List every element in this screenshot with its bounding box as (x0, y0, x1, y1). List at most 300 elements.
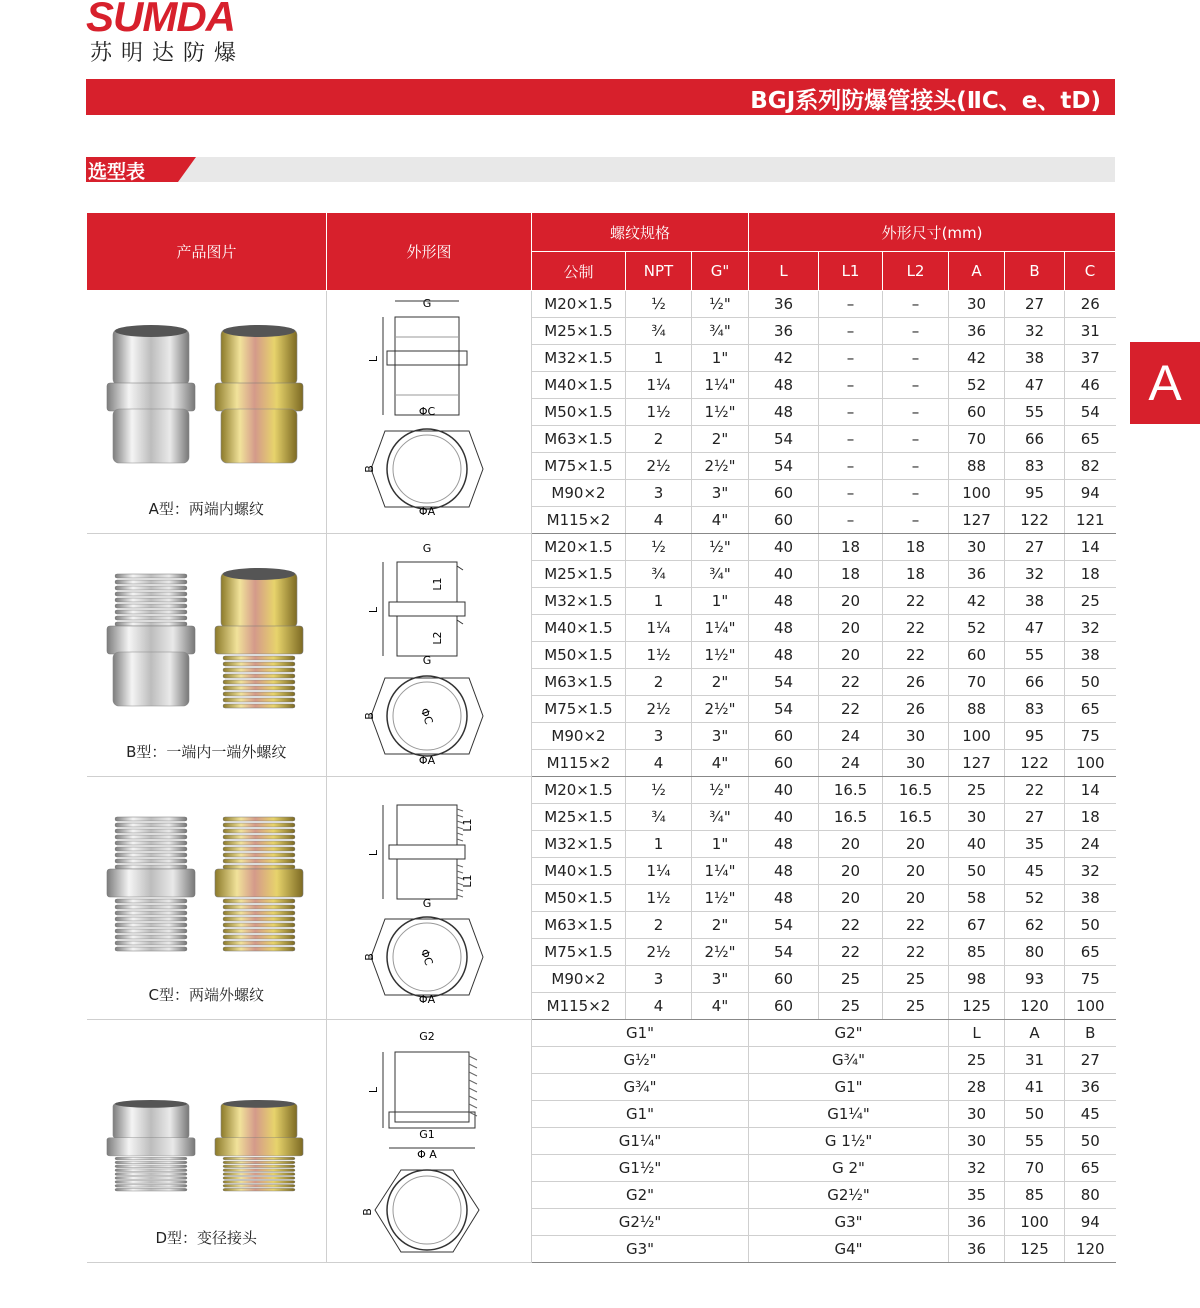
cell-L1: 22 (819, 912, 883, 939)
cell-C: 26 (1065, 291, 1116, 318)
cell-g: 1½" (692, 399, 749, 426)
svg-text:G: G (422, 542, 432, 555)
cell-L2: 16.5 (883, 804, 949, 831)
cell-npt: 1½ (626, 399, 692, 426)
cell-L: 60 (749, 507, 819, 534)
cell-g2: G 2" (749, 1155, 949, 1182)
cell-A: 30 (949, 534, 1005, 561)
cell-A: 85 (1005, 1182, 1065, 1209)
cell-metric: M115×2 (532, 993, 626, 1020)
section-tab (86, 157, 196, 182)
cell-g: 1¼" (692, 615, 749, 642)
cell-npt: 1½ (626, 642, 692, 669)
cell-metric: M63×1.5 (532, 669, 626, 696)
cell-L: 25 (949, 1047, 1005, 1074)
cell-B: 83 (1005, 453, 1065, 480)
cell-A: 125 (1005, 1236, 1065, 1263)
cell-B: 65 (1065, 1155, 1116, 1182)
cell-metric: M25×1.5 (532, 561, 626, 588)
cell-g2: G1¼" (749, 1101, 949, 1128)
cell-L: 36 (749, 291, 819, 318)
outline-drawing-cell (327, 534, 532, 777)
cell-C: 31 (1065, 318, 1116, 345)
selection-table (86, 212, 1116, 1263)
cell-npt: ½ (626, 534, 692, 561)
cell-L2: 18 (883, 561, 949, 588)
product-image-cell (87, 291, 327, 534)
cell-npt: 1 (626, 588, 692, 615)
cell-B: 94 (1065, 1209, 1116, 1236)
cell-L2: 30 (883, 750, 949, 777)
cell-g2: G¾" (749, 1047, 949, 1074)
cell-npt: 3 (626, 480, 692, 507)
cell-L1: 22 (819, 939, 883, 966)
cell-L2: 25 (883, 966, 949, 993)
cell-g: 1" (692, 831, 749, 858)
logo-cn-name: 苏明达防爆 (90, 41, 246, 66)
cell-npt: 1¼ (626, 615, 692, 642)
cell-g: 4" (692, 993, 749, 1020)
cell-A: 36 (949, 561, 1005, 588)
side-index-tab: A (1130, 342, 1200, 424)
header-A: A (949, 252, 1005, 291)
cell-B: 66 (1005, 669, 1065, 696)
cell-metric: M75×1.5 (532, 939, 626, 966)
cell-g: 2½" (692, 696, 749, 723)
cell-B: 22 (1005, 777, 1065, 804)
svg-text:ΦC: ΦC (418, 405, 436, 418)
cell-g: 3" (692, 723, 749, 750)
cell-L2: 22 (883, 642, 949, 669)
cell-metric: M115×2 (532, 750, 626, 777)
cell-L1: – (819, 507, 883, 534)
cell-L1: 20 (819, 858, 883, 885)
cell-L: 60 (749, 966, 819, 993)
cell-L2: 18 (883, 534, 949, 561)
cell-B: 122 (1005, 507, 1065, 534)
product-image-cell (87, 1020, 327, 1263)
type-caption: C型：两端外螺纹 (148, 986, 264, 1004)
cell-L1: – (819, 453, 883, 480)
cell-L1: 22 (819, 696, 883, 723)
cell-B: 32 (1005, 561, 1065, 588)
cell-L2: 20 (883, 831, 949, 858)
cell-L: 30 (949, 1101, 1005, 1128)
cell-npt: 2 (626, 426, 692, 453)
cell-A: 67 (949, 912, 1005, 939)
cell-L: 54 (749, 426, 819, 453)
cell-B: 32 (1005, 318, 1065, 345)
cell-B: 47 (1005, 372, 1065, 399)
cell-A: 50 (1005, 1101, 1065, 1128)
cell-C: 54 (1065, 399, 1116, 426)
cell-L: 48 (749, 588, 819, 615)
cell-L1: 16.5 (819, 777, 883, 804)
header-B: B (1005, 252, 1065, 291)
header-npt: NPT (626, 252, 692, 291)
cell-A: A (1005, 1020, 1065, 1047)
cell-L: 60 (749, 480, 819, 507)
cell-g1: G¾" (532, 1074, 749, 1101)
cell-g: 1½" (692, 885, 749, 912)
cell-L2: – (883, 453, 949, 480)
cell-A: 100 (949, 480, 1005, 507)
cell-C: 24 (1065, 831, 1116, 858)
cell-L2: 20 (883, 858, 949, 885)
header-L2: L2 (883, 252, 949, 291)
cell-B: 95 (1005, 723, 1065, 750)
outline-drawing-cell (327, 777, 532, 1020)
svg-text:G: G (422, 654, 432, 667)
cell-C: 37 (1065, 345, 1116, 372)
cell-C: 65 (1065, 939, 1116, 966)
svg-text:L: L (367, 355, 380, 363)
cell-L: 48 (749, 615, 819, 642)
cell-C: 94 (1065, 480, 1116, 507)
cell-A: 30 (949, 804, 1005, 831)
outline-drawing-cell (327, 291, 532, 534)
cell-g: ¾" (692, 561, 749, 588)
cell-metric: M40×1.5 (532, 615, 626, 642)
outline-drawing-icon (363, 783, 497, 1019)
cell-npt: ¾ (626, 804, 692, 831)
outline-drawing-icon (363, 297, 497, 533)
cell-L1: 25 (819, 966, 883, 993)
cell-A: 88 (949, 453, 1005, 480)
cell-metric: M20×1.5 (532, 777, 626, 804)
type-caption: B型：一端内一端外螺纹 (126, 743, 287, 761)
cell-g: 1¼" (692, 858, 749, 885)
svg-text:L: L (367, 849, 380, 857)
svg-text:B: B (363, 712, 376, 720)
cell-L1: 20 (819, 642, 883, 669)
cell-A: 60 (949, 642, 1005, 669)
cell-B: 93 (1005, 966, 1065, 993)
cell-L2: – (883, 399, 949, 426)
table-row (87, 777, 1116, 804)
svg-text:G1: G1 (419, 1128, 435, 1141)
product-photo-icon (103, 325, 315, 475)
cell-g: 1" (692, 345, 749, 372)
cell-metric: M63×1.5 (532, 426, 626, 453)
cell-B: 38 (1005, 588, 1065, 615)
cell-g: ¾" (692, 804, 749, 831)
svg-text:ΦA: ΦA (418, 993, 436, 1006)
section-title: 选型表 (88, 161, 146, 183)
cell-L: 48 (749, 831, 819, 858)
cell-B: 35 (1005, 831, 1065, 858)
cell-npt: 4 (626, 750, 692, 777)
table-row (87, 291, 1116, 318)
svg-text:L1: L1 (431, 577, 444, 591)
cell-metric: M90×2 (532, 480, 626, 507)
cell-L1: 24 (819, 723, 883, 750)
product-image-cell (87, 534, 327, 777)
product-photo-icon (103, 568, 315, 718)
svg-text:B: B (363, 465, 376, 473)
cell-L2: 30 (883, 723, 949, 750)
cell-L1: – (819, 318, 883, 345)
cell-metric: M32×1.5 (532, 831, 626, 858)
cell-B: 120 (1005, 993, 1065, 1020)
header-g: G" (692, 252, 749, 291)
cell-C: 14 (1065, 534, 1116, 561)
svg-text:G: G (422, 897, 432, 910)
header-outline: 外形图 (327, 213, 532, 291)
cell-L1: – (819, 426, 883, 453)
cell-B: 27 (1005, 804, 1065, 831)
cell-L: 60 (749, 723, 819, 750)
cell-B: 36 (1065, 1074, 1116, 1101)
header-C: C (1065, 252, 1116, 291)
cell-B: 120 (1065, 1236, 1116, 1263)
cell-g: 1¼" (692, 372, 749, 399)
cell-L: 54 (749, 453, 819, 480)
header-L: L (749, 252, 819, 291)
cell-L: 54 (749, 669, 819, 696)
svg-text:Φ A: Φ A (417, 1148, 437, 1161)
cell-A: 85 (949, 939, 1005, 966)
cell-L: 40 (749, 804, 819, 831)
cell-g: 2" (692, 426, 749, 453)
cell-A: 55 (1005, 1128, 1065, 1155)
cell-g1: G1" (532, 1101, 749, 1128)
cell-L: 28 (949, 1074, 1005, 1101)
cell-metric: M90×2 (532, 966, 626, 993)
svg-text:ΦA: ΦA (418, 505, 436, 518)
cell-npt: 1¼ (626, 372, 692, 399)
cell-A: 31 (1005, 1047, 1065, 1074)
cell-C: 46 (1065, 372, 1116, 399)
cell-C: 18 (1065, 561, 1116, 588)
type-caption: A型：两端内螺纹 (148, 500, 264, 518)
cell-L: 48 (749, 858, 819, 885)
cell-L2: – (883, 345, 949, 372)
cell-A: 127 (949, 750, 1005, 777)
cell-g: ¾" (692, 318, 749, 345)
svg-text:ΦC: ΦC (417, 947, 436, 968)
cell-L: 36 (749, 318, 819, 345)
cell-g: 2½" (692, 939, 749, 966)
svg-text:L: L (367, 1086, 380, 1094)
cell-g: 4" (692, 750, 749, 777)
cell-A: 100 (1005, 1209, 1065, 1236)
cell-L: 40 (749, 777, 819, 804)
cell-B: 52 (1005, 885, 1065, 912)
cell-npt: 4 (626, 993, 692, 1020)
svg-text:L: L (367, 606, 380, 614)
cell-metric: M20×1.5 (532, 534, 626, 561)
product-image-cell (87, 777, 327, 1020)
cell-L1: 24 (819, 750, 883, 777)
cell-A: 40 (949, 831, 1005, 858)
cell-C: 75 (1065, 723, 1116, 750)
cell-g2: G2½" (749, 1182, 949, 1209)
cell-L1: – (819, 399, 883, 426)
cell-A: 60 (949, 399, 1005, 426)
cell-B: 38 (1005, 345, 1065, 372)
cell-g: 2½" (692, 453, 749, 480)
table-row (87, 534, 1116, 561)
cell-L1: 25 (819, 993, 883, 1020)
cell-g: 4" (692, 507, 749, 534)
cell-L2: 22 (883, 615, 949, 642)
cell-L1: 22 (819, 669, 883, 696)
cell-A: 52 (949, 615, 1005, 642)
cell-L2: 25 (883, 993, 949, 1020)
section-band (86, 157, 1115, 182)
cell-C: 100 (1065, 993, 1116, 1020)
cell-L1: – (819, 345, 883, 372)
cell-A: 70 (1005, 1155, 1065, 1182)
brand-logo (86, 0, 245, 67)
svg-text:L2: L2 (431, 631, 444, 645)
outline-drawing (363, 540, 497, 780)
cell-g2: G 1½" (749, 1128, 949, 1155)
cell-g1: G1¼" (532, 1128, 749, 1155)
cell-L: 36 (949, 1236, 1005, 1263)
cell-metric: M115×2 (532, 507, 626, 534)
cell-L2: 22 (883, 588, 949, 615)
cell-L: 48 (749, 372, 819, 399)
cell-metric: M20×1.5 (532, 291, 626, 318)
cell-metric: M32×1.5 (532, 345, 626, 372)
cell-g1: G1½" (532, 1155, 749, 1182)
cell-L: 32 (949, 1155, 1005, 1182)
header-thread-spec: 螺纹规格 (532, 213, 749, 252)
cell-L1: 18 (819, 561, 883, 588)
cell-g2: G3" (749, 1209, 949, 1236)
cell-g: 1½" (692, 642, 749, 669)
cell-C: 32 (1065, 858, 1116, 885)
cell-A: 127 (949, 507, 1005, 534)
outline-drawing (363, 783, 497, 1023)
table-row (87, 1020, 1116, 1047)
cell-L2: – (883, 480, 949, 507)
cell-npt: 1 (626, 831, 692, 858)
cell-L2: – (883, 372, 949, 399)
page-title: BGJ系列防爆管接头(ⅡC、e、tD) (750, 88, 1101, 114)
cell-B: 55 (1005, 642, 1065, 669)
product-photos (103, 811, 315, 965)
cell-A: 100 (949, 723, 1005, 750)
cell-C: 65 (1065, 696, 1116, 723)
cell-g1: G1" (532, 1020, 749, 1047)
cell-C: 65 (1065, 426, 1116, 453)
cell-B: 50 (1065, 1128, 1116, 1155)
cell-B: 62 (1005, 912, 1065, 939)
cell-B: 122 (1005, 750, 1065, 777)
svg-text:G2: G2 (419, 1030, 435, 1043)
cell-npt: ¾ (626, 318, 692, 345)
svg-text:B: B (361, 1208, 374, 1216)
cell-g: 2" (692, 912, 749, 939)
cell-C: 32 (1065, 615, 1116, 642)
cell-L1: 16.5 (819, 804, 883, 831)
cell-metric: M63×1.5 (532, 912, 626, 939)
cell-L: 54 (749, 939, 819, 966)
cell-L2: – (883, 426, 949, 453)
svg-text:G: G (422, 297, 432, 310)
svg-text:ΦA: ΦA (418, 754, 436, 767)
cell-g: 2" (692, 669, 749, 696)
cell-npt: 1 (626, 345, 692, 372)
cell-g2: G2" (749, 1020, 949, 1047)
cell-L2: 26 (883, 669, 949, 696)
cell-L: 60 (749, 993, 819, 1020)
cell-A: 70 (949, 426, 1005, 453)
cell-L1: – (819, 372, 883, 399)
outline-drawing-icon (363, 540, 497, 776)
cell-g: ½" (692, 291, 749, 318)
cell-metric: M40×1.5 (532, 858, 626, 885)
outline-drawing (361, 1026, 497, 1266)
header-product-image: 产品图片 (87, 213, 327, 291)
cell-npt: 2 (626, 669, 692, 696)
cell-npt: 1¼ (626, 858, 692, 885)
cell-C: 50 (1065, 912, 1116, 939)
cell-g: ½" (692, 777, 749, 804)
cell-B: 27 (1065, 1047, 1116, 1074)
cell-C: 18 (1065, 804, 1116, 831)
cell-B: 47 (1005, 615, 1065, 642)
cell-L: 35 (949, 1182, 1005, 1209)
cell-A: 88 (949, 696, 1005, 723)
cell-L1: 20 (819, 885, 883, 912)
svg-text:L1: L1 (461, 874, 474, 888)
header-dimensions: 外形尺寸(mm) (749, 213, 1116, 252)
product-photo-icon (103, 1054, 315, 1204)
logo-text: SUMDA (86, 0, 235, 40)
type-caption: D型：变径接头 (155, 1229, 258, 1247)
cell-L1: 20 (819, 588, 883, 615)
cell-A: 42 (949, 588, 1005, 615)
cell-g1: G2" (532, 1182, 749, 1209)
cell-A: 30 (949, 291, 1005, 318)
cell-C: 38 (1065, 885, 1116, 912)
cell-g: ½" (692, 534, 749, 561)
cell-L2: 16.5 (883, 777, 949, 804)
cell-B: B (1065, 1020, 1116, 1047)
cell-L: 48 (749, 885, 819, 912)
cell-L: 40 (749, 561, 819, 588)
cell-g: 3" (692, 480, 749, 507)
product-photos (103, 325, 315, 479)
product-photo-icon (103, 811, 315, 961)
svg-text:ΦC: ΦC (417, 706, 436, 727)
cell-A: 58 (949, 885, 1005, 912)
cell-C: 38 (1065, 642, 1116, 669)
cell-metric: M40×1.5 (532, 372, 626, 399)
svg-text:L1: L1 (461, 818, 474, 832)
cell-L2: 22 (883, 939, 949, 966)
cell-npt: 2½ (626, 939, 692, 966)
cell-C: 121 (1065, 507, 1116, 534)
cell-B: 83 (1005, 696, 1065, 723)
cell-L1: – (819, 480, 883, 507)
cell-A: 52 (949, 372, 1005, 399)
header-metric: 公制 (532, 252, 626, 291)
cell-L: 54 (749, 912, 819, 939)
cell-A: 25 (949, 777, 1005, 804)
cell-npt: 4 (626, 507, 692, 534)
cell-metric: M90×2 (532, 723, 626, 750)
cell-npt: 2 (626, 912, 692, 939)
cell-L: L (949, 1020, 1005, 1047)
outline-drawing (363, 297, 497, 537)
cell-B: 55 (1005, 399, 1065, 426)
cell-g1: G2½" (532, 1209, 749, 1236)
